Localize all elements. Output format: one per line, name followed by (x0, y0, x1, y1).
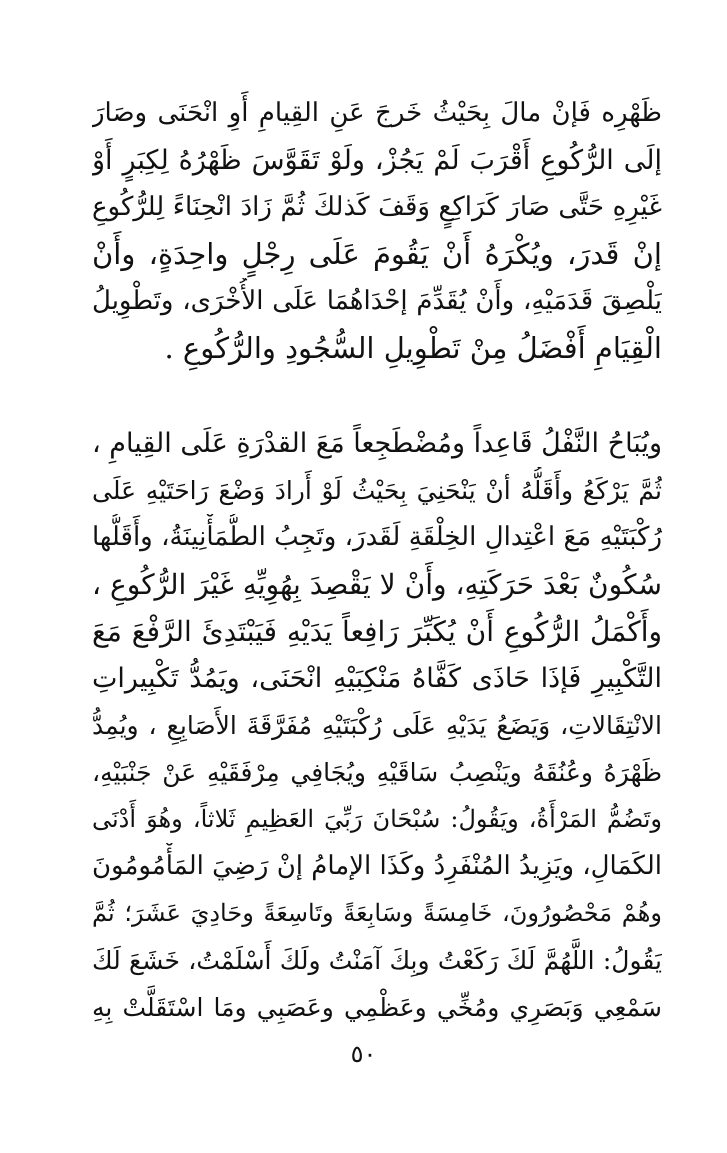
text-line: الْقِيَامِ أَفْضَلُ مِنْ تَطْوِيلِ السُّجُودِ والرُّكُوعِ . (164, 331, 662, 365)
text-line: وأَكْمَلُ الرُّكُوعِ أَنْ يُكَبِّرَ رَافِعاً يَدَيْهِ فَيَبْتَدِئَ الرَّفْعَ مَعَ (92, 615, 662, 648)
text-line: غَيْرِهِ حَتَّى صَارَ كَرَاكِعٍ وَقَفَ كَذلكَ ثُمَّ زَادَ انْحِنَاءً لِلرُّكُوعِ (92, 192, 662, 222)
text-line: رُكْبَتَيْهِ مَعَ اعْتِدالِ الخِلْقَةِ لَقَدرَ، وتَجِبُ الطُّمَأْنِينَةُ، وأَقَلُّها (92, 522, 662, 552)
text-line: وهُمْ مَحْصُورُونَ، خَامِسَةً وسَابِعَةً وتَاسِعَةً وحَادِيَ عَشَرَ؛ ثُمَّ (92, 899, 662, 927)
text-line: إنْ قَدرَ، ويُكْرَهُ أَنْ يَقُومَ عَلَى رِجْلٍ واحِدَةٍ، وأَنْ (92, 237, 662, 271)
text-line: إلَى الرُّكُوعِ أَقْرَبَ لَمْ يَجُزْ، ولَوْ تَقَوَّسَ ظَهْرُهُ لِكِبَرٍ أَوْ (92, 145, 662, 176)
paragraph-2 (92, 420, 662, 1031)
text-line: ثُمَّ يَرْكَعُ وأَقَلُّهُ أنْ يَنْحَنِيَ بِحَيْثُ لَوْ أَرادَ وَضْعَ رَاحَتَيْهِ عَلَى (92, 476, 662, 505)
paragraph-1 (92, 90, 662, 372)
text-line: ظَهْرِه فَإنْ مالَ بِحَيْثُ خَرجَ عَنِ القِيامِ أَوِ انْحَنَى وصَارَ (92, 98, 662, 128)
text-line: الانْتِقَالاتِ، وَيَضَعُ يَدَيْهِ عَلَى رُكْبَتَيْهِ مُفَرَّقَةَ الأَصَابِعِ ، ويُمِدُّ (92, 711, 662, 740)
text-line: سَمْعِي وَبَصَرِي ومُخِّي وعَظْمِي وعَصَبِي ومَا اسْتَقَلَّتْ بِهِ (92, 993, 662, 1022)
text-line: وتَضُمُّ المَرْأَةُ، ويَقُولُ: سُبْحَانَ رَبِّيَ العَظِيمِ ثَلاثاً، وهُوَ أَدْنَى (92, 805, 662, 833)
text-line: يَلْصِقَ قَدَمَيْهِ، وأَنْ يُقَدِّمَ إحْدَاهُمَا عَلَى الأُخْرَى، وتَطْوِيلُ (92, 286, 662, 316)
text-line: ظَهْرَهُ وعُنُقَهُ ويَنْصِبُ سَاقَيْهِ ويُجَافِي مِرْفَقَيْهِ عَنْ جَنْبَيْهِ، (92, 758, 662, 787)
text-line: ويُبَاحُ النَّفْلُ قَاعِداً ومُضْطَجِعاً مَعَ القدْرَةِ عَلَى القِيامِ ، (92, 428, 662, 459)
text-line: الكَمَالِ، ويَزِيدُ المُنْفَرِدُ وكَذَا الإمامُ إنْ رَضِيَ المَأْمُومُونَ (92, 851, 662, 881)
text-line: يَقُولُ: اللَّهُمَّ لَكَ رَكَعْتُ وبِكَ آمَنْتُ ولَكَ أَسْلَمْتُ، خَشَعَ لَكَ (92, 946, 662, 975)
page-number: ٥٠ (350, 1040, 377, 1068)
text-line: التَّكْبِيرِ فَإذَا حَاذَى كَفَّاهُ مَنْكِبَيْهِ انْحَنَى، ويَمُدُّ تَكْبِيراتِ (92, 663, 662, 694)
text-line: سُكُونٌ بَعْدَ حَرَكَتِهِ، وأَنْ لا يَقْصِدَ بِهُوِيِّهِ غَيْرَ الرُّكُوعِ ، (92, 568, 662, 601)
